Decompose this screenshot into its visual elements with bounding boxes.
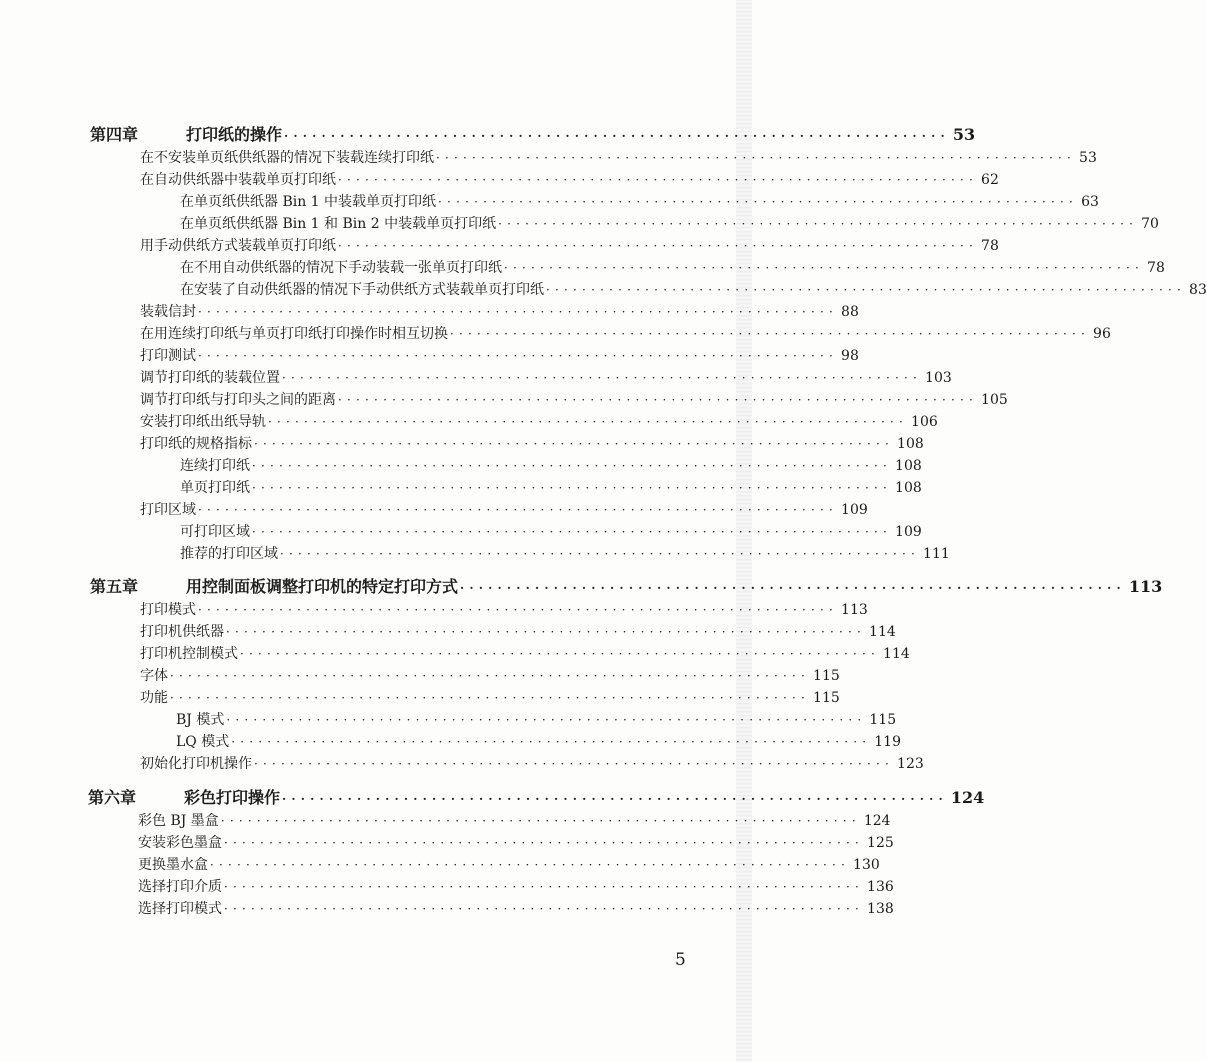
toc-chapter	[88, 787, 985, 809]
dot-leader: ·······································································	[254, 437, 895, 451]
toc-entry	[140, 433, 924, 455]
dot-leader: ·······································································	[338, 239, 979, 253]
chapter-number: 第五章	[90, 577, 139, 596]
toc-entry	[180, 257, 1165, 279]
toc-entry	[180, 543, 950, 565]
page-ref: 114	[883, 646, 910, 662]
entry-title: 打印模式	[140, 602, 196, 618]
dot-leader: ·······································································	[170, 691, 811, 705]
dot-leader: ·······································································	[546, 283, 1187, 297]
entry-title: 在单页纸供纸器 Bin 1 中装载单页打印纸	[180, 194, 437, 210]
toc-entry	[180, 279, 1207, 301]
dot-leader: ·······································································	[282, 371, 923, 385]
toc-entry	[140, 147, 1097, 169]
dot-leader: ·······································································	[198, 349, 839, 363]
dot-leader: ·······································································	[224, 880, 865, 894]
page-ref: 98	[841, 348, 859, 364]
dot-leader: ·······································································	[198, 603, 839, 617]
toc-entry	[140, 643, 910, 665]
toc-entry	[138, 898, 894, 920]
dot-leader: ·······································································	[282, 792, 948, 806]
toc-entry	[140, 301, 859, 323]
entry-title: 调节打印纸的装载位置	[140, 370, 280, 386]
entry-title: BJ 模式	[176, 712, 225, 728]
dot-leader: ·······································································	[226, 713, 867, 727]
page-ref: 105	[981, 392, 1008, 408]
entry-title: 字体	[140, 668, 168, 684]
entry-title: 选择打印介质	[138, 879, 222, 895]
entry-title: 安装彩色墨盒	[138, 835, 222, 851]
page-ref: 109	[841, 502, 868, 518]
toc-entry	[138, 876, 894, 898]
page-ref: 111	[923, 546, 950, 562]
page-number: 5	[675, 950, 686, 970]
dot-leader: ·······································································	[450, 327, 1091, 341]
toc-entry	[140, 323, 1111, 345]
entry-title: 彩色 BJ 墨盒	[138, 813, 219, 829]
dot-leader: ·······································································	[504, 261, 1145, 275]
entry-title: 功能	[140, 690, 168, 706]
page-ref: 70	[1141, 216, 1159, 232]
entry-title: 在用连续打印纸与单页打印纸打印操作时相互切换	[140, 326, 448, 342]
entry-title: 装载信封	[140, 304, 196, 320]
page-ref: 115	[869, 712, 897, 728]
entry-title: 用手动供纸方式装载单页打印纸	[140, 238, 336, 254]
dot-leader: ·······································································	[231, 735, 872, 749]
dot-leader: ·······································································	[284, 129, 950, 143]
entry-title: 可打印区域	[180, 524, 250, 540]
entry-title: 在单页纸供纸器 Bin 1 和 Bin 2 中装载单页打印纸	[180, 216, 497, 232]
page-ref: 63	[1081, 194, 1099, 210]
chapter-title: 用控制面板调整打印机的特定打印方式	[186, 577, 459, 596]
page-ref: 88	[841, 304, 859, 320]
page-ref: 119	[874, 734, 901, 750]
page-ref: 138	[867, 901, 894, 917]
toc-entry	[140, 499, 868, 521]
toc-entry	[140, 665, 840, 687]
entry-title: 在不用自动供纸器的情况下手动装载一张单页打印纸	[180, 260, 502, 276]
dot-leader: ·······································································	[240, 647, 881, 661]
toc-chapter	[90, 124, 976, 146]
page-ref: 124	[863, 813, 891, 829]
entry-title: 在不安装单页纸供纸器的情况下装载连续打印纸	[140, 150, 434, 166]
entry-title: 在自动供纸器中装载单页打印纸	[140, 172, 336, 188]
toc-entry	[140, 687, 840, 709]
toc-entry	[140, 389, 1008, 411]
chapter-number: 第四章	[90, 125, 139, 144]
toc-entry	[140, 753, 924, 775]
page-ref: 124	[950, 788, 985, 807]
dot-leader: ·······································································	[224, 836, 865, 850]
entry-title: 调节打印纸与打印头之间的距离	[140, 392, 336, 408]
entry-title: 打印纸的规格指标	[140, 436, 252, 452]
page-ref: 108	[897, 436, 924, 452]
dot-leader: ·······································································	[268, 415, 909, 429]
page-ref: 136	[867, 879, 894, 895]
page-ref: 53	[952, 125, 976, 144]
dot-leader: ·······································································	[210, 858, 851, 872]
toc-entry	[180, 477, 922, 499]
toc-entry	[180, 455, 922, 477]
page-ref: 113	[841, 602, 868, 618]
page-ref: 125	[867, 835, 894, 851]
chapter-title: 打印纸的操作	[186, 125, 283, 144]
dot-leader: ·······································································	[338, 393, 979, 407]
entry-title: 打印测试	[140, 348, 196, 364]
toc-entry	[140, 169, 999, 191]
toc-entry	[138, 854, 880, 876]
dot-leader: ·······································································	[198, 503, 839, 517]
toc-entry	[180, 191, 1099, 213]
dot-leader: ·······································································	[220, 814, 861, 828]
page-ref: 78	[1147, 260, 1165, 276]
toc-entry	[138, 810, 891, 832]
page-ref: 83	[1189, 282, 1207, 298]
toc-entry	[140, 345, 859, 367]
dot-leader: ·······································································	[198, 305, 839, 319]
toc-entry	[180, 521, 922, 543]
toc-entry	[138, 832, 894, 854]
toc-entry	[176, 709, 897, 731]
entry-title: 选择打印模式	[138, 901, 222, 917]
entry-title: 初始化打印机操作	[140, 756, 252, 772]
entry-title: 更换墨水盒	[138, 857, 208, 873]
page-ref: 115	[813, 668, 840, 684]
entry-title: 在安装了自动供纸器的情况下手动供纸方式装载单页打印纸	[180, 282, 544, 298]
toc-entry	[140, 599, 868, 621]
toc-entry	[140, 621, 896, 643]
toc-entry	[176, 731, 901, 753]
dot-leader: ·······································································	[252, 459, 893, 473]
page-ref: 103	[925, 370, 952, 386]
toc-entry	[140, 411, 938, 433]
dot-leader: ·······································································	[252, 525, 893, 539]
entry-title: 打印机供纸器	[140, 624, 224, 640]
chapter-title: 彩色打印操作	[184, 788, 281, 807]
dot-leader: ·······································································	[438, 195, 1079, 209]
page-ref: 109	[895, 524, 922, 540]
page-ref: 113	[1128, 577, 1163, 596]
dot-leader: ·······································································	[436, 151, 1077, 165]
page-ref: 96	[1093, 326, 1111, 342]
dot-leader: ·······································································	[460, 581, 1126, 595]
page-ref: 108	[895, 458, 922, 474]
toc-entry	[140, 367, 952, 389]
entry-title: 单页打印纸	[180, 480, 250, 496]
dot-leader: ·······································································	[226, 625, 867, 639]
entry-title: 打印机控制模式	[140, 646, 238, 662]
entry-title: 连续打印纸	[180, 458, 250, 474]
entry-title: 打印区域	[140, 502, 196, 518]
toc-entry	[140, 235, 999, 257]
entry-title: 安装打印纸出纸导轨	[140, 414, 266, 430]
page-ref: 114	[869, 624, 896, 640]
dot-leader: ·······································································	[254, 757, 895, 771]
dot-leader: ·······································································	[498, 217, 1139, 231]
page-ref: 108	[895, 480, 922, 496]
page-ref: 115	[813, 690, 840, 706]
page-ref: 78	[981, 238, 999, 254]
page-ref: 53	[1079, 150, 1097, 166]
dot-leader: ·······································································	[224, 902, 865, 916]
toc-chapter	[90, 576, 1163, 598]
entry-title: LQ 模式	[176, 734, 230, 750]
page-ref: 106	[911, 414, 938, 430]
dot-leader: ·······································································	[252, 481, 893, 495]
chapter-number: 第六章	[88, 788, 137, 807]
page-ref: 130	[853, 857, 880, 873]
dot-leader: ·······································································	[338, 173, 979, 187]
entry-title: 推荐的打印区域	[180, 546, 278, 562]
toc-entry	[180, 213, 1159, 235]
dot-leader: ·······································································	[170, 669, 811, 683]
page-ref: 123	[897, 756, 924, 772]
page-ref: 62	[981, 172, 999, 188]
dot-leader: ·······································································	[280, 547, 921, 561]
